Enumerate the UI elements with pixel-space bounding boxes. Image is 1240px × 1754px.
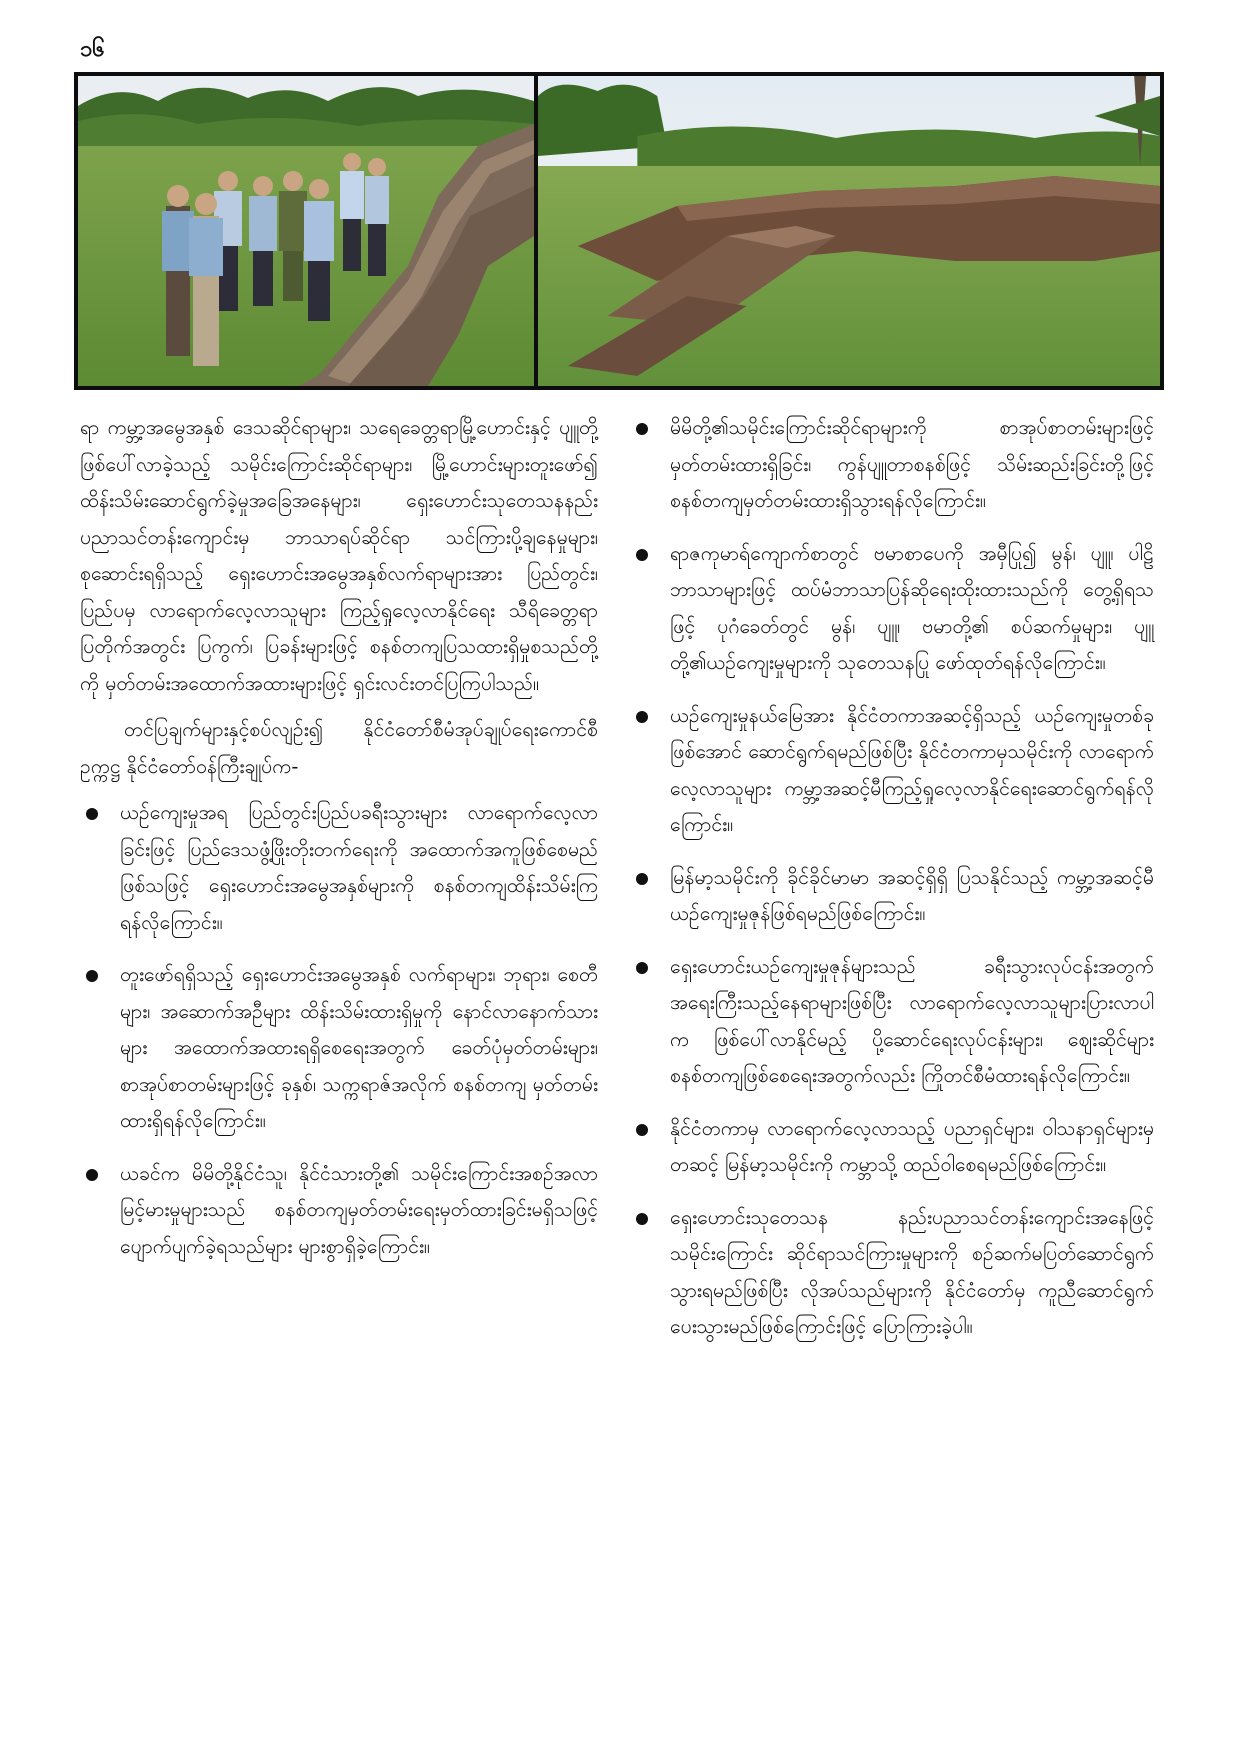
list-item: ရှေးဟောင်းယဉ်ကျေးမှုဇုန်များသည် ခရီးသွားလုပ်ငန်းအတွက် အရေးကြီးသည့်နေရာများဖြစ်ပြီး လာရောက်လေ့လာသူများပြားလာပါက ဖြစ်ပေါ်လာနိုင်မည့် ပို့ဆောင်ရေးလုပ်ငန်းများ၊ ဈေးဆိုင်များ စနစ်တကျဖြစ်စေရေးအတွက်လည်း ကြိုတင်စီမံထားရန်လိုကြောင်း။ [630, 949, 1154, 1095]
photo-ancient-brick-foundation [538, 76, 1160, 386]
bullet-icon [636, 423, 648, 435]
bullet-icon [636, 549, 648, 561]
right-bullet-list [630, 410, 1154, 1346]
list-item: နိုင်ငံတကာမှ လာရောက်လေ့လာသည့် ပညာရှင်များ၊ ဝါသနာရှင်များမှတဆင့် မြန်မာ့သမိုင်းကို ကမ္ဘာသို့ ထည်ဝါစေရမည်ဖြစ်ကြောင်း။ [630, 1111, 1154, 1184]
bullet-icon [636, 711, 648, 723]
photo-strip [74, 72, 1164, 390]
right-column [630, 410, 1154, 1362]
list-item: ယခင်က မိမိတို့နိုင်ငံသူ၊ နိုင်ငံသားတို့၏ သမိုင်းကြောင်းအစဉ်အလာ မြင့်မားမှုများသည် စနစ်တကျမှတ်တမ်းရေးမှတ်ထားခြင်းမရှိသဖြင့် ပျောက်ပျက်ခဲ့ရသည်များ များစွာရှိခဲ့ကြောင်း။ [80, 1156, 598, 1266]
list-item: တူးဖော်ရရှိသည့် ရှေးဟောင်းအမွေအနှစ် လက်ရာများ၊ ဘုရား၊ စေတီများ၊ အဆောက်အဦများ ထိန်းသိမ်းထားရှိမှုကို နောင်လာနောက်သားများ အထောက်အထားရရှိစေရေးအတွက် ခေတ်ပုံမှတ်တမ်းများ၊ စာအုပ်စာတမ်းများဖြင့် ခုနှစ်၊ သက္ကရာဇ်အလိုက် စနစ်တကျ မှတ်တမ်းထားရှိရန်လိုကြောင်း။ [80, 957, 598, 1140]
list-item: ယဉ်ကျေးမှုနယ်မြေအား နိုင်ငံတကာအဆင့်ရှိသည့် ယဉ်ကျေးမှုတစ်ခုဖြစ်အောင် ဆောင်ရွက်ရမည်ဖြစ်ပြီး နိုင်ငံတကာမှသမိုင်းကို လာရောက်လေ့လာသူများ ကမ္ဘာ့အဆင့်မီကြည့်ရှုလေ့လာနိုင်ရေးဆောင်ရွက်ရန်လိုကြောင်း။ [630, 698, 1154, 844]
page-number: ၁၆ [80, 37, 105, 62]
list-item: ရာဇကုမာရ်ကျောက်စာတွင် ဗမာစာပေကို အမှီပြု၍ မွန်၊ ပျူ၊ ပါဠိ ဘာသာများဖြင့် ထပ်မံဘာသာပြန်ဆိုရေးထိုးထားသည်ကို တွေ့ရှိရသဖြင့် ပုဂံခေတ်တွင် မွန်၊ ပျူ၊ ဗမာတို့၏ စပ်ဆက်မှုများ၊ ပျူတို့၏ယဉ်ကျေးမှုများကို သုတေသနပြု ဖော်ထုတ်ရန်လိုကြောင်း။ [630, 536, 1154, 682]
left-bullet-list [80, 795, 598, 1265]
left-column [80, 410, 598, 1281]
intro-paragraph: ရာ ကမ္ဘာ့အမွေအနှစ် ဒေသဆိုင်ရာများ၊ သရေခေတ္တရာမြို့ဟောင်းနှင့် ပျူတို့ဖြစ်ပေါ်လာခဲ့သည့် သမိုင်းကြောင်းဆိုင်ရာများ၊ မြို့ဟောင်းများတူးဖော်၍ ထိန်းသိမ်းဆောင်ရွက်ခဲ့မှုအခြေအနေများ၊ ရှေးဟောင်းသုတေသနနည်းပညာသင်တန်းကျောင်းမှ ဘာသာရပ်ဆိုင်ရာ သင်ကြားပို့ချနေမှုများ၊ စုဆောင်းရရှိသည့် ရှေးဟောင်းအမွေအနှစ်လက်ရာများအား ပြည်တွင်း၊ ပြည်ပမှ လာရောက်လေ့လာသူများ ကြည့်ရှုလေ့လာနိုင်ရေး သီရိခေတ္တရာ ပြတိုက်အတွင်း ပြကွက်၊ ပြခန်းများဖြင့် စနစ်တကျပြသထားရှိမှုစသည်တို့ကို မှတ်တမ်းအထောက်အထားများဖြင့် ရှင်းလင်းတင်ပြကြပါသည်။ [80, 416, 598, 695]
bullet-icon [636, 1124, 648, 1136]
bullet-icon [636, 873, 648, 885]
bullet-icon [86, 1169, 98, 1181]
bullet-icon [86, 808, 98, 820]
bullet-icon [636, 1213, 648, 1225]
photo-officials-inspecting-site [78, 76, 534, 386]
list-item: မိမိတို့၏သမိုင်းကြောင်းဆိုင်ရာများကို စာအုပ်စာတမ်းများဖြင့် မှတ်တမ်းထားရှိခြင်း၊ ကွန်ပျူတာစနစ်ဖြင့် သိမ်းဆည်းခြင်းတို့ဖြင့် စနစ်တကျမှတ်တမ်းထားရှိသွားရန်လိုကြောင်း။ [630, 410, 1154, 520]
site-visit-photo [78, 76, 534, 386]
list-item: ရှေးဟောင်းသုတေသန နည်းပညာသင်တန်းကျောင်းအနေဖြင့် သမိုင်းကြောင်း ဆိုင်ရာသင်ကြားမှုများကို စဉ်ဆက်မပြတ်ဆောင်ရွက်သွားရမည်ဖြစ်ပြီး လိုအပ်သည်များကို နိုင်ငံတော်မှ ကူညီဆောင်ရွက်ပေးသွားမည်ဖြစ်ကြောင်းဖြင့် ပြောကြားခဲ့ပါ။ [630, 1200, 1154, 1346]
list-item: မြန်မာ့သမိုင်းကို ခိုင်ခိုင်မာမာ အဆင့်ရှိရှိ ပြသနိုင်သည့် ကမ္ဘာ့အဆင့်မီ ယဉ်ကျေးမှုဇုန်ဖြစ်ရမည်ဖြစ်ကြောင်း။ [630, 860, 1154, 933]
bullet-icon [636, 962, 648, 974]
list-item: ယဉ်ကျေးမှုအရ ပြည်တွင်းပြည်ပခရီးသွားများ လာရောက်လေ့လာခြင်းဖြင့် ပြည်ဒေသဖွံ့ဖြိုးတိုးတက်ရေးကို အထောက်အကူဖြစ်စေမည်ဖြစ်သဖြင့် ရှေးဟောင်းအမွေအနှစ်များကို စနစ်တကျထိန်းသိမ်းကြရန်လိုကြောင်း။ [80, 795, 598, 941]
brick-ruins-photo [538, 76, 1160, 386]
bullet-icon [86, 970, 98, 982]
speech-intro-paragraph: တင်ပြချက်များနှင့်စပ်လျဉ်း၍ နိုင်ငံတော်စီမံအုပ်ချုပ်ရေးကောင်စီဥက္ကဋ္ဌ နိုင်ငံတော်ဝန်ကြီးချုပ်က- [80, 718, 598, 778]
